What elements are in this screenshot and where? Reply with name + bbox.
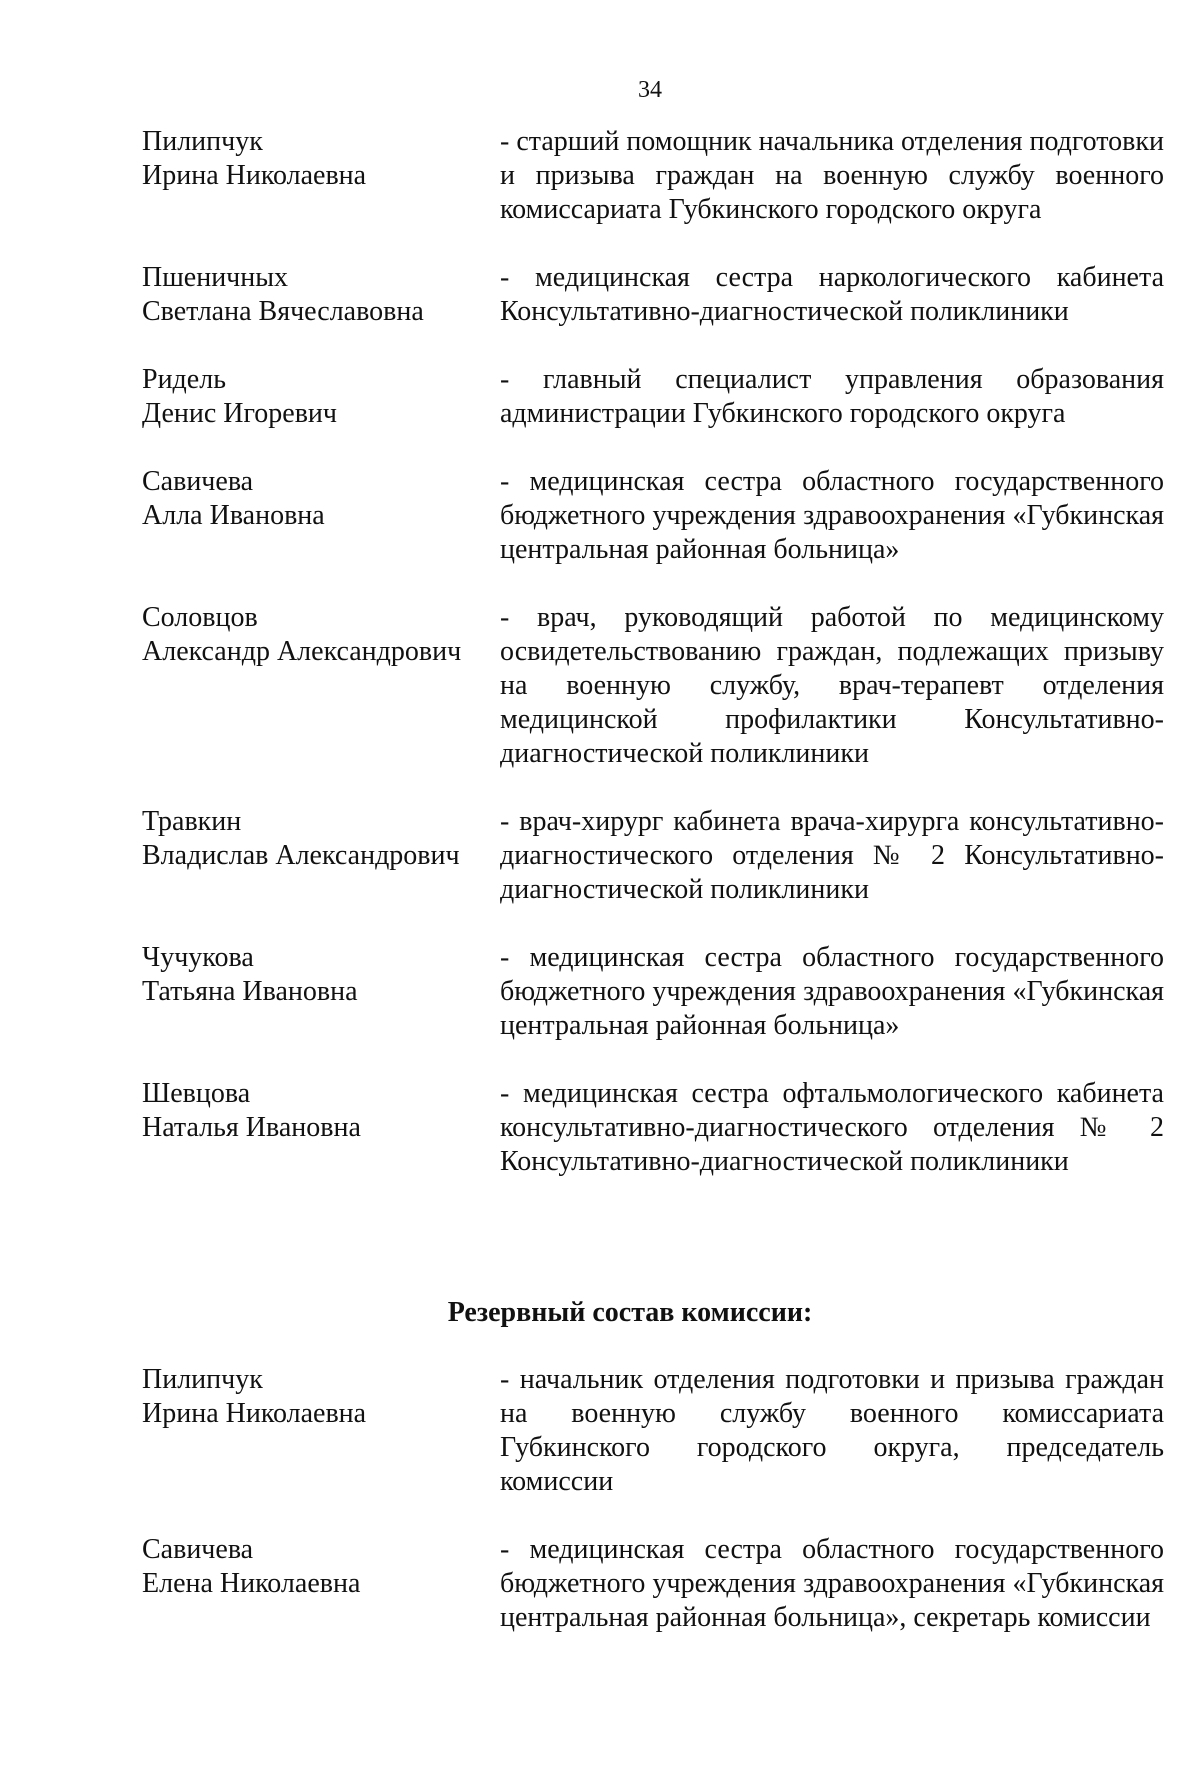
member-surname: Ридель	[142, 364, 226, 395]
member-surname: Пшеничных	[142, 262, 289, 293]
member-given-names: Ирина Николаевна	[142, 1398, 367, 1429]
member-given-names: Александр Александрович	[142, 636, 462, 667]
members-section	[142, 125, 1164, 1179]
reserve-members-section	[142, 1363, 1164, 1635]
member-given-names: Алла Ивановна	[142, 500, 325, 531]
member-role: - медицинская сестра областного государственного бюджетного учреждения здравоохранения «Губкинская центральная районная больница»	[500, 942, 1164, 1041]
member-surname: Шевцова	[142, 1078, 251, 1109]
member-role: - медицинская сестра наркологического кабинета Консультативно-диагностической поликлиники	[500, 262, 1164, 327]
member-name	[142, 941, 500, 1009]
member-given-names: Денис Игоревич	[142, 398, 337, 429]
member-role: - врач-хирург кабинета врача-хирурга консультативно-диагностического отделения № 2 Консультативно-диагностической поликлиники	[500, 806, 1164, 905]
member-name	[142, 465, 500, 533]
member-name	[142, 601, 500, 669]
member-surname: Чучукова	[142, 942, 254, 973]
member-surname: Травкин	[142, 806, 242, 837]
member-role: - медицинская сестра офтальмологического кабинета консультативно-диагностического отделения № 2 Консультативно-диагностической поликлиники	[500, 1078, 1164, 1177]
member-role: - медицинская сестра областного государственного бюджетного учреждения здравоохранения «Губкинская центральная районная больница»	[500, 466, 1164, 565]
page-number: 34	[638, 77, 662, 103]
member-name	[142, 1363, 500, 1431]
member-entry	[142, 805, 1164, 907]
reserve-heading: Резервный состав комиссии:	[447, 1297, 813, 1328]
member-given-names: Светлана Вячеславовна	[142, 296, 424, 327]
member-role: - начальник отделения подготовки и призыва граждан на военную службу военного комиссариата Губкинского городского округа, председатель комиссии	[500, 1364, 1164, 1497]
member-given-names: Ирина Николаевна	[142, 160, 367, 191]
member-entry	[142, 601, 1164, 771]
member-role: - медицинская сестра областного государственного бюджетного учреждения здравоохранения «Губкинская центральная районная больница», секретарь комиссии	[500, 1534, 1164, 1633]
member-surname: Пилипчук	[142, 1364, 263, 1395]
member-entry	[142, 941, 1164, 1043]
member-surname: Соловцов	[142, 602, 258, 633]
member-surname: Савичева	[142, 1534, 254, 1565]
member-entry	[142, 465, 1164, 567]
member-given-names: Татьяна Ивановна	[142, 976, 358, 1007]
member-entry	[142, 125, 1164, 227]
member-name	[142, 1533, 500, 1601]
member-entry	[142, 261, 1164, 329]
member-entry	[142, 1077, 1164, 1179]
member-role: - главный специалист управления образования администрации Губкинского городского округа	[500, 364, 1164, 429]
member-name	[142, 125, 500, 193]
member-given-names: Наталья Ивановна	[142, 1112, 361, 1143]
reserve-member-entry	[142, 1533, 1164, 1635]
member-entry	[142, 363, 1164, 431]
member-given-names: Владислав Александрович	[142, 840, 460, 871]
member-name	[142, 363, 500, 431]
member-surname: Пилипчук	[142, 126, 263, 157]
member-role: - старший помощник начальника отделения подготовки и призыва граждан на военную службу военного комиссариата Губкинского городского округа	[500, 126, 1164, 225]
member-name	[142, 805, 500, 873]
member-given-names: Елена Николаевна	[142, 1568, 361, 1599]
member-name	[142, 1077, 500, 1145]
reserve-member-entry	[142, 1363, 1164, 1499]
member-name	[142, 261, 500, 329]
member-role: - врач, руководящий работой по медицинскому освидетельствованию граждан, подлежащих призыву на военную службу, врач-терапевт отделения медицинской профилактики Консультативно-диагностической поликлиники	[500, 602, 1164, 769]
member-surname: Савичева	[142, 466, 254, 497]
